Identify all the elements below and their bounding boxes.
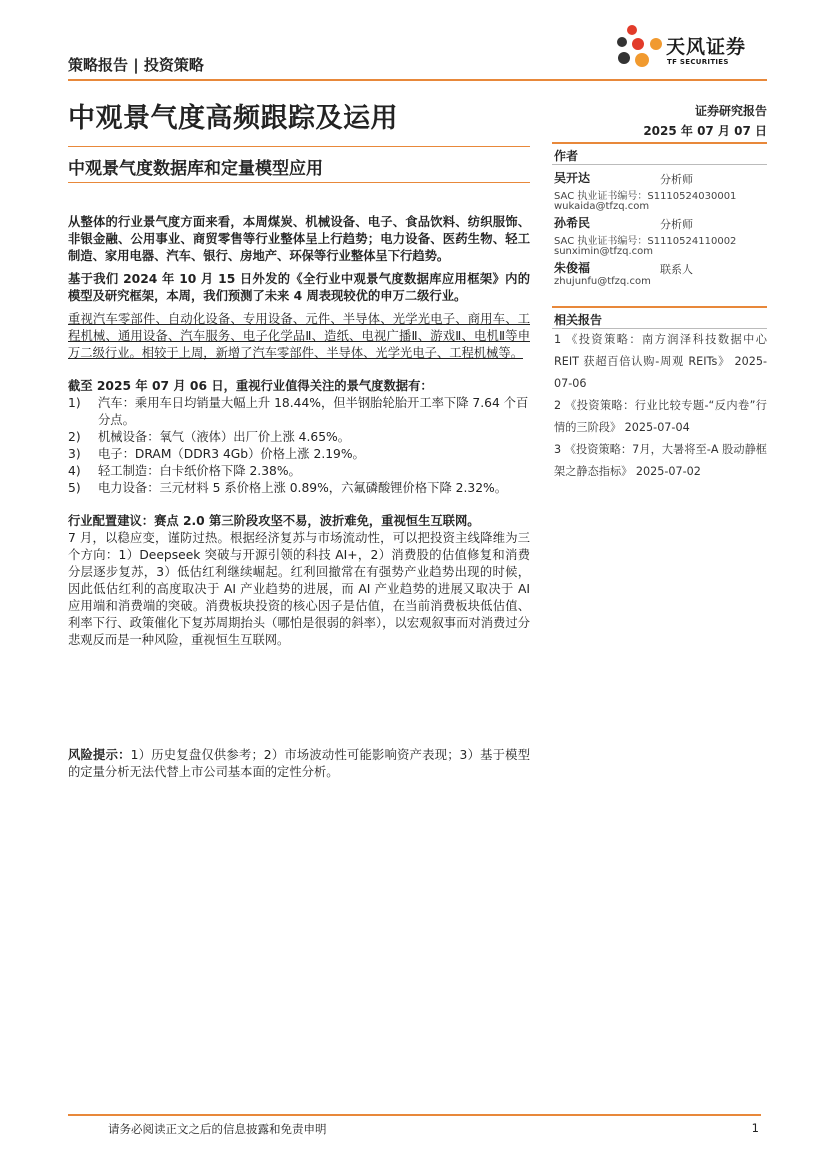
author-name: 朱俊福 [554,261,591,275]
author-name: 吴开达 [554,171,591,185]
report-title: 中观景气度高频跟踪及运用 [68,103,398,134]
report-category: 策略报告 | 投资策略 [68,56,204,74]
risk-heading: 风险提示： [68,748,131,762]
observations-heading: 截至 2025 年 07 月 06 日，重视行业值得关注的景气度数据有： [68,379,433,393]
author-email[interactable]: zhujunfu@tfzq.com [554,276,651,287]
allocation-paragraph: 7 月，以稳应变，谨防过热。根据经济复苏与市场流动性，可以把投资主线降维为三个方向：1）Deepseek 突破与开源引领的科技 AI+，2）消费股的估值修复和消费分层逐步复苏，3）低估红利继续崛起。红利回撤常在有强势产业趋势出现的时候，因此低估红利的高度取决于 AI 产业趋势的进展，而 AI 产业趋势的进展又取决于 AI 应用端和消费端的突破。消费板块投资的核心因子是估值，在当前消费板块低估值、利率下行、政策催化下复苏周期抬头（哪怕是很弱的斜率），以宏观叙事而对消费过分悲观反而是一种风险，重视恒生互联网。 [68,531,530,647]
industry-list-paragraph: 重视汽车零部件、自动化设备、专用设备、元件、半导体、光学光电子、商用车、工程机械、通用设备、汽车服务、电子化学品Ⅱ、造纸、电视广播Ⅱ、游戏Ⅱ、电机Ⅱ等申万二级行业。相较于上周，新增了汽车零部件、半导体、光学光电子、工程机械等。 [68,312,530,360]
report-subtitle: 中观景气度数据库和定量模型应用 [68,159,323,179]
related-report-item[interactable]: 3 《投资策略：7月，大暑将至-A 股动静框架之静态指标》 2025-07-02 [554,443,767,478]
title-divider [68,146,530,147]
header-divider [68,79,767,81]
sidebar-divider [552,142,767,144]
subtitle-divider [68,182,530,183]
footer-disclaimer: 请务必阅读正文之后的信息披露和免责申明 [108,1122,327,1136]
related-divider [552,306,767,308]
framework-paragraph: 基于我们 2024 年 10 月 15 日外发的《全行业中观景气度数据库应用框架》内的模型及研究框架，本周，我们预测了未来 4 周表现较优的申万二级行业。 [68,272,530,303]
report-type: 证券研究报告 [694,104,767,118]
list-item: 3) 电子：DRAM（DDR3 4Gb）价格上涨 2.19%。 [68,447,365,461]
author-email[interactable]: sunximin@tfzq.com [554,246,654,257]
logo-text-cn: 天风证券 [666,36,747,58]
list-item: 5) 电力设备：三元材料 5 系价格上涨 0.89%，六氟磷酸锂价格下降 2.32%。 [68,481,508,495]
author-role: 联系人 [660,263,693,276]
related-heading: 相关报告 [554,313,603,327]
report-body [68,214,530,781]
author-cert: SAC 执业证书编号：S1110524030001 [554,191,737,202]
report-date: 2025 年 07 月 07 日 [643,124,767,138]
list-item: 2) 机械设备：氧气（液体）出厂价上涨 4.65%。 [68,430,351,444]
observations-list [68,395,530,497]
footer-divider [68,1114,761,1116]
author-name: 孙希民 [554,216,591,230]
related-report-item[interactable]: 1 《投资策略：南方润泽科技数据中心 REIT 获超百倍认购-周观 REITs》 2025-07-06 [554,333,767,390]
author-cert: SAC 执业证书编号：S1110524110002 [554,236,737,247]
allocation-heading: 行业配置建议：赛点 2.0 第三阶段攻坚不易，波折难免，重视恒生互联网。 [68,514,480,528]
page-number: 1 [751,1121,759,1135]
author-role: 分析师 [660,173,693,186]
related-report-item[interactable]: 2 《投资策略：行业比较专题-“反内卷”行情的三阶段》 2025-07-04 [554,399,767,434]
logo-text-en: TF SECURITIES [667,58,729,66]
summary-paragraph: 从整体的行业景气度方面来看，本周煤炭、机械设备、电子、食品饮料、纺织服饰、非银金融、公用事业、商贸零售等行业整体呈上行趋势；电力设备、医药生物、轻工制造、家用电器、汽车、银行、房地产、环保等行业整体呈下行趋势。 [68,215,530,263]
authors-heading-divider [552,164,767,165]
authors-heading: 作者 [554,149,579,163]
list-item: 1) 汽车：乘用车日均销量大幅上升 18.44%，但半钢胎轮胎开工率下降 7.64 个百分点。 [68,396,529,427]
list-item: 4) 轻工制造：白卡纸价格下降 2.38%。 [68,464,301,478]
risk-text: 1）历史复盘仅供参考；2）市场波动性可能影响资产表现；3）基于模型的定量分析无法代替上市公司基本面的定性分析。 [68,748,530,779]
author-role: 分析师 [660,218,693,231]
author-email[interactable]: wukaida@tfzq.com [554,201,650,212]
risk-paragraph [68,747,530,781]
